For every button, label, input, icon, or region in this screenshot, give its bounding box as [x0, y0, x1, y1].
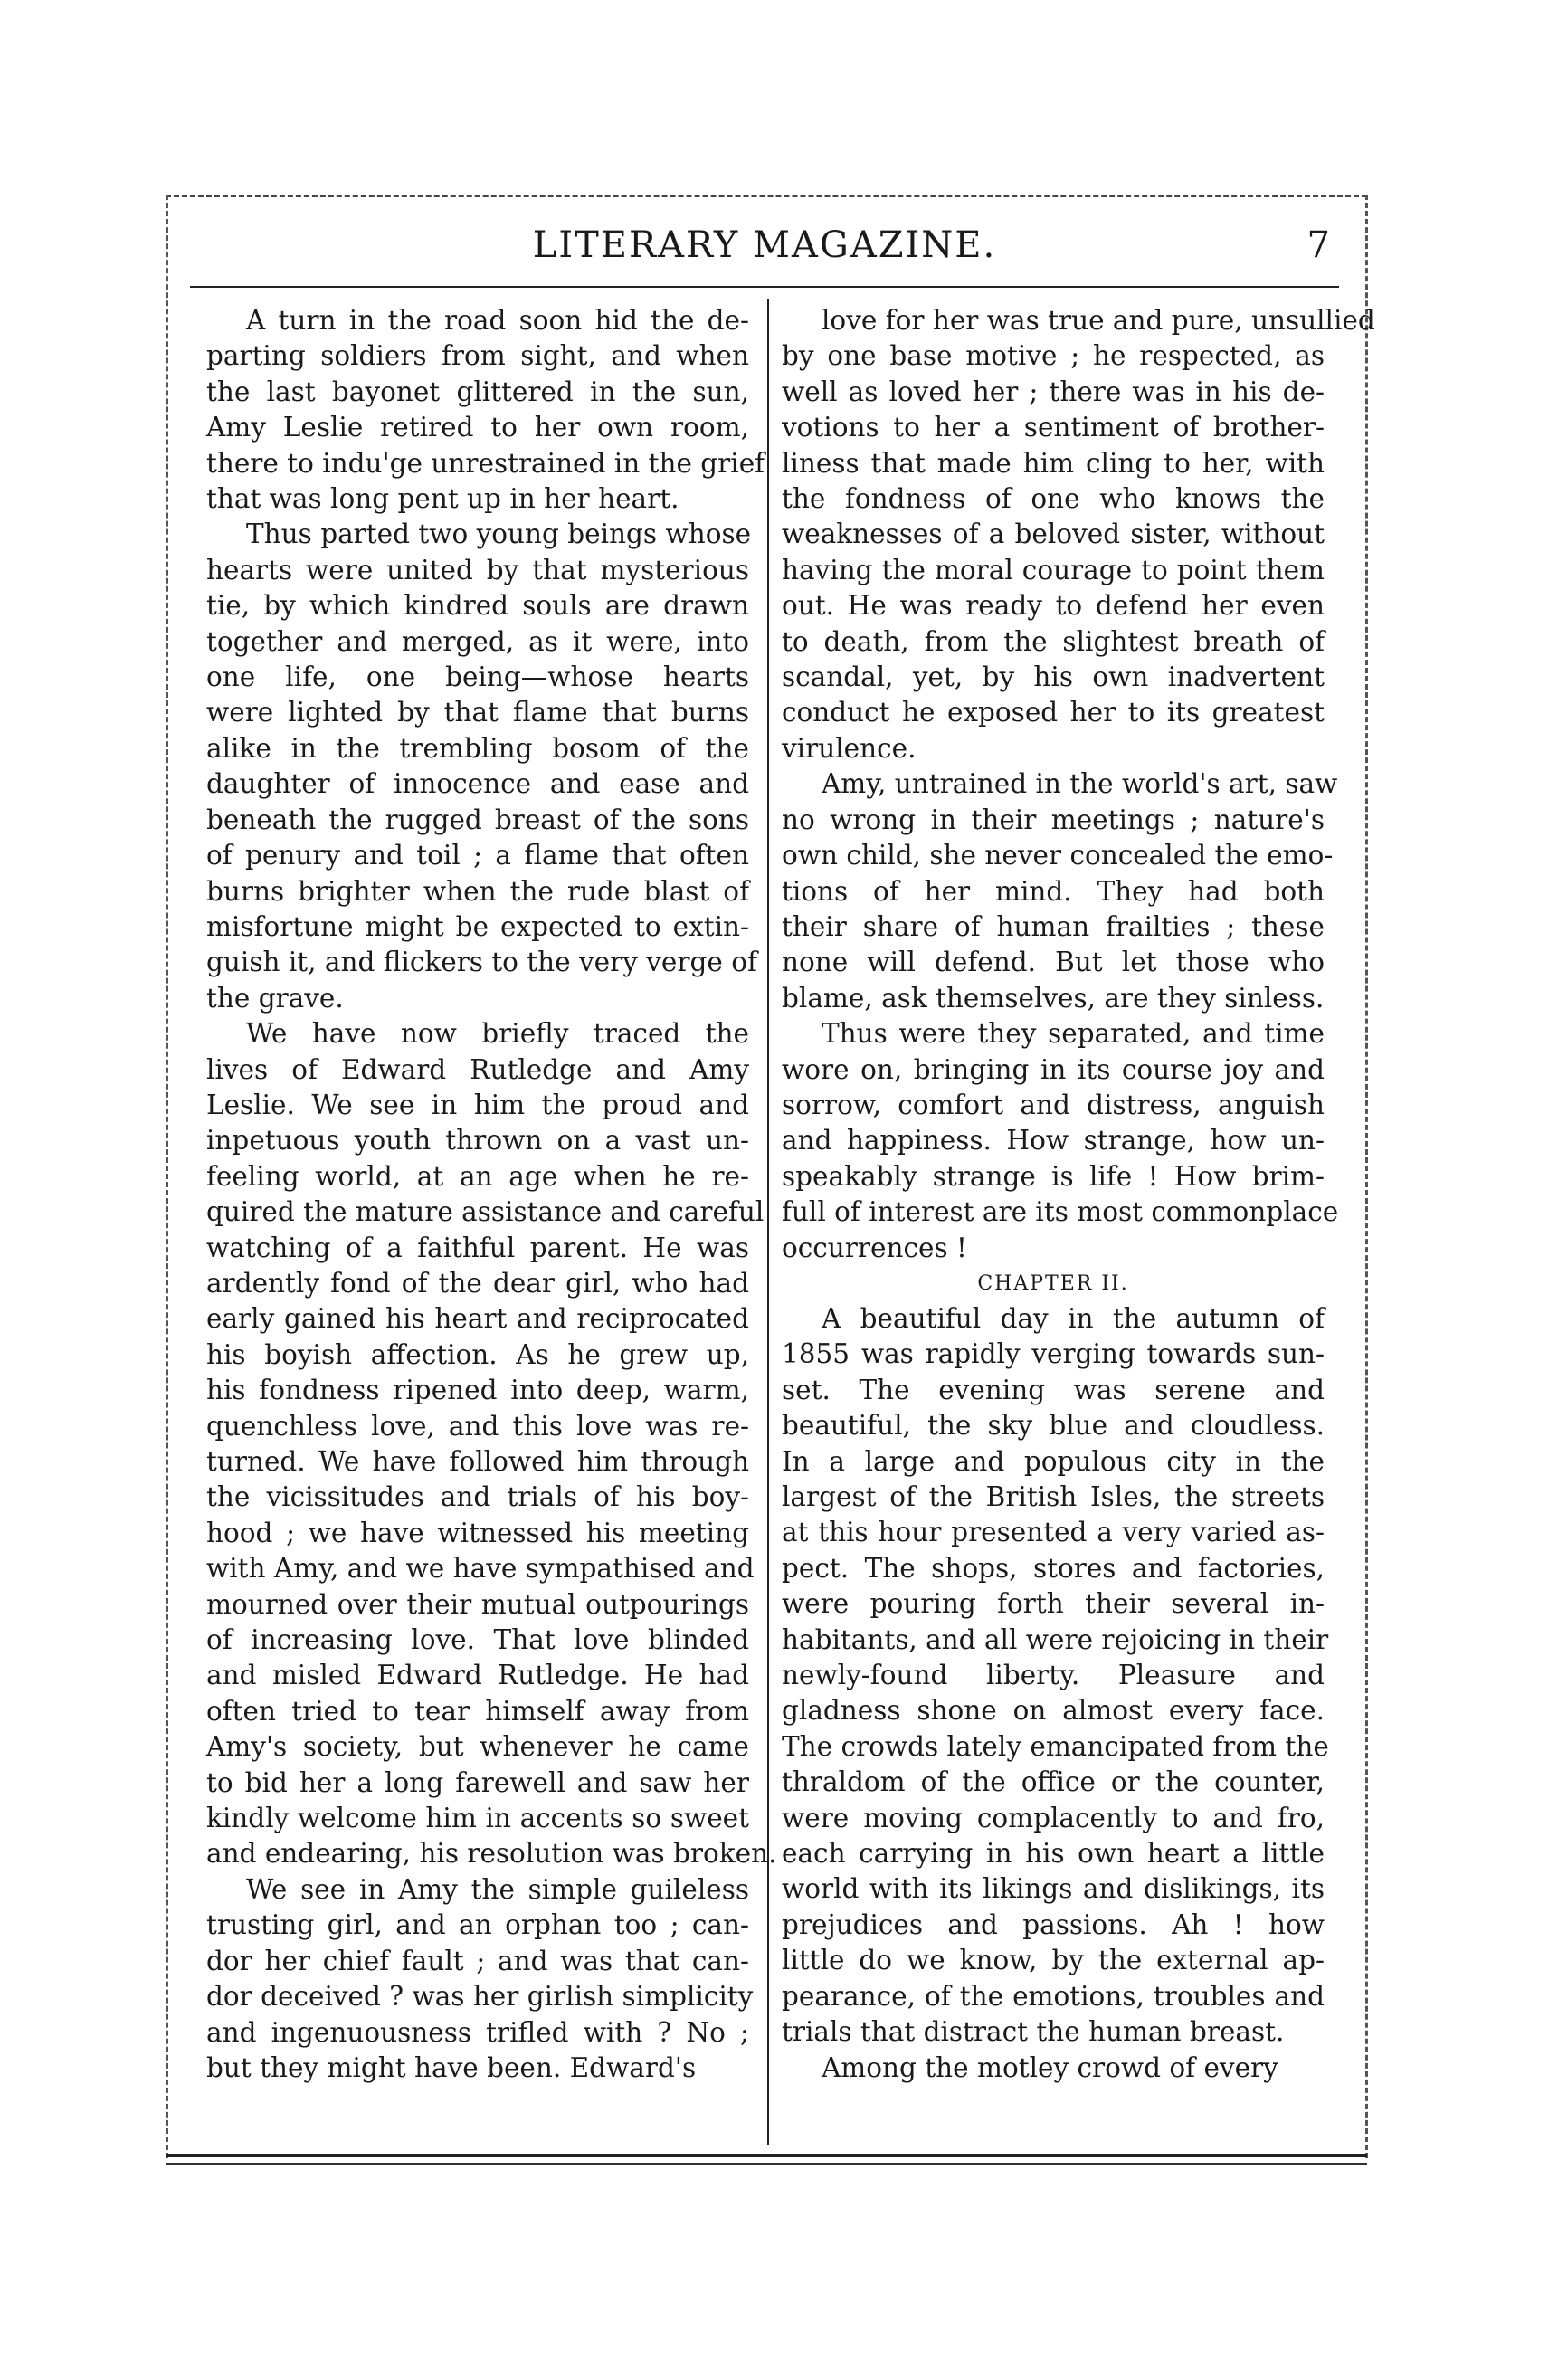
text-line: were moving complacently to and fro, — [782, 1802, 1325, 1833]
page-border-left — [166, 195, 168, 2158]
text-line: tie, by which kindred souls are drawn — [206, 590, 749, 622]
text-line: pearance, of the emotions, troubles and — [782, 1980, 1325, 2012]
text-line: the fondness of one who knows the — [782, 483, 1325, 515]
text-line: and misled Edward Rutledge. He had — [206, 1660, 749, 1691]
text-line: Amy's society, but whenever he came — [206, 1731, 749, 1763]
text-line: often tried to tear himself away from — [206, 1695, 749, 1727]
text-line: well as loved her ; there was in his de- — [782, 376, 1325, 407]
text-line: full of interest are its most commonplace — [782, 1196, 1339, 1228]
text-line: to bid her a long farewell and saw her — [206, 1766, 749, 1798]
text-line: Thus were they separated, and time — [822, 1018, 1325, 1050]
paragraph — [206, 517, 757, 1016]
text-line: dor deceived ? was her girlish simplicity — [206, 1981, 754, 2013]
text-line: sorrow, comfort and distress, anguish — [782, 1089, 1325, 1120]
page-border-top — [166, 195, 1367, 197]
text-line: liness that made him cling to her, with — [782, 447, 1325, 479]
text-line: no wrong in their meetings ; nature's — [782, 804, 1325, 835]
running-header — [181, 224, 1348, 279]
text-line: and ingenuousness trifled with ? No ; — [206, 2016, 749, 2048]
text-line: out. He was ready to defend her even — [782, 590, 1325, 622]
paragraph — [206, 1872, 754, 2086]
page-border-bottom-inner — [166, 2163, 1367, 2165]
text-line: scandal, yet, by his own inadvertent — [782, 662, 1325, 693]
text-line: inpetuous youth thrown on a vast un- — [206, 1125, 749, 1157]
text-line: own child, she never concealed the emo- — [782, 840, 1334, 871]
text-line: his fondness ripened into deep, warm, — [206, 1375, 749, 1406]
text-line: votions to her a sentiment of brother- — [782, 412, 1325, 443]
text-line: by one base motive ; he respected, as — [782, 340, 1325, 372]
text-line: quenchless love, and this love was re- — [206, 1410, 749, 1442]
paragraph — [782, 1301, 1329, 2051]
text-line: We see in Amy the simple guileless — [246, 1873, 749, 1905]
text-line: to death, from the slightest breath of — [782, 625, 1325, 657]
text-line: We have now briefly traced the — [246, 1018, 749, 1050]
text-line: turned. We have followed him through — [206, 1446, 749, 1477]
text-line: together and merged, as it were, into — [206, 625, 749, 657]
text-line: virulence. — [782, 732, 917, 764]
text-line: parting soldiers from sight, and when — [206, 340, 749, 372]
text-line: hearts were united by that mysterious — [206, 554, 749, 585]
text-line: conduct he exposed her to its greatest — [782, 697, 1325, 728]
text-line: the vicissitudes and trials of his boy- — [206, 1481, 749, 1513]
text-line: and happiness. How strange, how un- — [782, 1125, 1325, 1157]
text-line: Amy, untrained in the world's art, saw — [822, 768, 1338, 800]
text-line: there to indu'ge unrestrained in the grief — [206, 447, 765, 479]
text-line: the grave. — [206, 982, 344, 1014]
paragraph — [782, 2051, 1325, 2086]
text-line: love for her was true and pure, unsullied — [822, 305, 1375, 336]
text-line: guish it, and flickers to the very verge of — [206, 947, 757, 978]
text-line: beautiful, the sky blue and cloudless. — [782, 1410, 1325, 1442]
page-border-right — [1365, 195, 1368, 2158]
text-line: were pouring forth their several in- — [782, 1588, 1325, 1620]
text-line: newly-found liberty. Pleasure and — [782, 1660, 1325, 1691]
page-border-bottom — [166, 2154, 1367, 2157]
text-line: one life, one being—whose hearts — [206, 662, 749, 693]
text-line: feeling world, at an age when he re- — [206, 1160, 749, 1192]
text-line: thraldom of the office or the counter, — [782, 1766, 1325, 1798]
text-line: occurrences ! — [782, 1232, 967, 1263]
page-number: 7 — [1306, 224, 1330, 266]
chapter-heading: CHAPTER II. — [977, 1271, 1129, 1295]
text-line: of penury and toil ; a flame that often — [206, 840, 749, 871]
text-line: largest of the British Isles, the streets — [782, 1481, 1325, 1512]
text-line: In a large and populous city in the — [782, 1445, 1325, 1477]
text-line: their share of human frailties ; these — [782, 910, 1325, 942]
text-line: tions of her mind. They had both — [782, 875, 1325, 907]
text-line: burns brighter when the rude blast of — [206, 875, 749, 907]
text-line: quired the mature assistance and careful — [206, 1196, 765, 1228]
text-line: misfortune might be expected to extin- — [206, 910, 749, 942]
text-line: beneath the rugged breast of the sons — [206, 804, 749, 835]
text-line: A beautiful day in the autumn of — [822, 1302, 1325, 1334]
text-line: trials that distract the human breast. — [782, 2016, 1285, 2048]
text-line: having the moral courage to point them — [782, 554, 1325, 585]
text-line: the last bayonet glittered in the sun, — [206, 376, 749, 407]
text-line: hood ; we have witnessed his meeting — [206, 1517, 749, 1548]
text-line: and endearing, his resolution was broken. — [206, 1838, 777, 1870]
text-line: speakably strange is life ! How brim- — [782, 1160, 1325, 1192]
text-line: that was long pent up in her heart. — [206, 483, 679, 515]
text-line: ardently fond of the dear girl, who had — [206, 1267, 749, 1299]
text-line: prejudices and passions. Ah ! how — [782, 1909, 1325, 1940]
paragraph — [206, 1016, 777, 1872]
text-line: habitants, and all were rejoicing in their — [782, 1623, 1329, 1655]
text-line: trusting girl, and an orphan too ; can- — [206, 1909, 749, 1941]
text-line: Amy Leslie retired to her own room, — [206, 412, 749, 443]
text-line: early gained his heart and reciprocated — [206, 1303, 749, 1335]
text-line: were lighted by that flame that burns — [206, 697, 749, 728]
text-line: of increasing love. That love blinded — [206, 1624, 749, 1656]
text-line: Among the motley crowd of every — [822, 2052, 1278, 2083]
text-line: A turn in the road soon hid the de- — [246, 305, 749, 336]
left-column — [206, 303, 777, 2086]
text-line: Leslie. We see in him the proud and — [206, 1089, 749, 1120]
text-line: at this hour presented a very varied as- — [782, 1517, 1325, 1548]
paragraph — [782, 1016, 1339, 1266]
header-rule — [190, 286, 1339, 288]
text-line: his boyish affection. As he grew up, — [206, 1338, 749, 1370]
paragraph — [782, 766, 1338, 1016]
text-line: pect. The shops, stores and factories, — [782, 1552, 1325, 1584]
text-line: set. The evening was serene and — [782, 1374, 1325, 1405]
text-line: Thus parted two young beings whose — [246, 519, 752, 550]
text-line: each carrying in his own heart a little — [782, 1838, 1325, 1870]
text-line: with Amy, and we have sympathised and — [206, 1553, 755, 1585]
paragraph — [782, 303, 1375, 766]
text-line: alike in the trembling bosom of the — [206, 732, 749, 764]
page-title: LITERARY MAGAZINE. — [532, 224, 997, 266]
text-line: 1855 was rapidly verging towards sun- — [782, 1338, 1325, 1370]
text-line: gladness shone on almost every face. — [782, 1695, 1325, 1727]
text-line: world with its likings and dislikings, its — [782, 1873, 1325, 1905]
text-line: lives of Edward Rutledge and Amy — [206, 1053, 749, 1085]
text-line: kindly welcome him in accents so sweet — [206, 1803, 749, 1834]
text-line: but they might have been. Edward's — [206, 2052, 697, 2083]
text-line: mourned over their mutual outpourings — [206, 1588, 749, 1620]
text-line: little do we know, by the external ap- — [782, 1945, 1325, 1976]
paragraph — [206, 303, 765, 517]
text-line: daughter of innocence and ease and — [206, 768, 749, 800]
text-line: wore on, bringing in its course joy and — [782, 1053, 1325, 1085]
text-line: weaknesses of a beloved sister, without — [782, 519, 1325, 550]
text-line: dor her chief fault ; and was that can- — [206, 1945, 749, 1976]
text-line: blame, ask themselves, are they sinless. — [782, 982, 1325, 1014]
text-line: The crowds lately emancipated from the — [782, 1730, 1329, 1762]
text-line: watching of a faithful parent. He was — [206, 1232, 749, 1263]
text-line: none will defend. But let those who — [782, 947, 1325, 978]
right-column — [782, 303, 1375, 2086]
